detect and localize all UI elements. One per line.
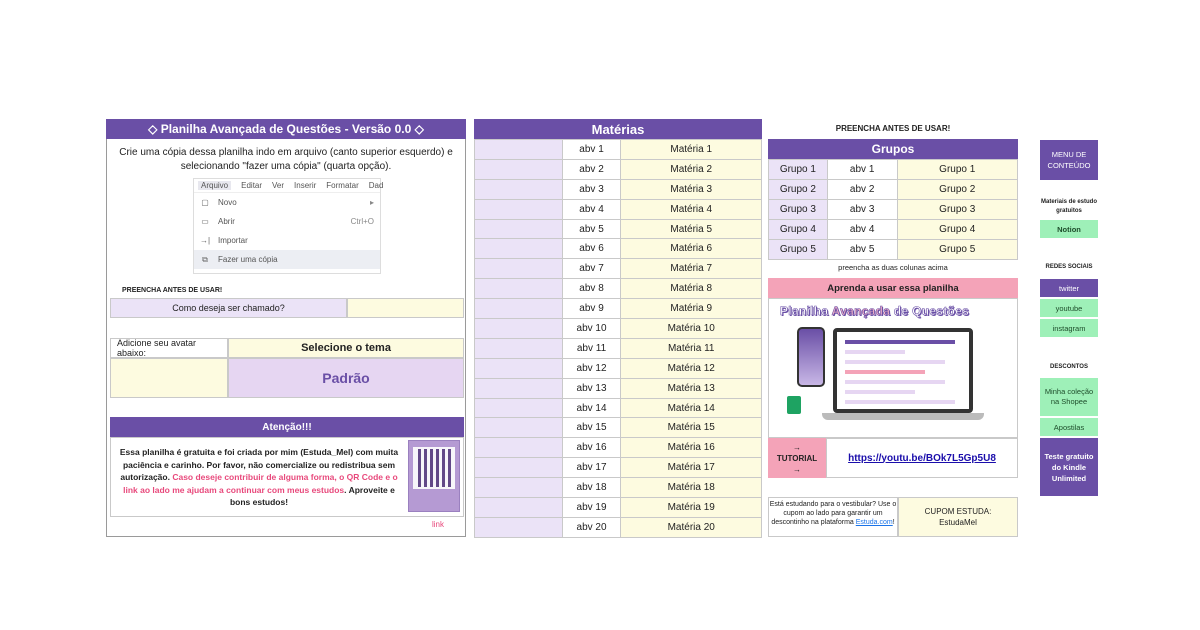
materia-color-cell[interactable] <box>475 279 563 299</box>
new-file-icon: ▢ <box>201 198 209 207</box>
materia-abv-cell[interactable]: abv 12 <box>562 358 621 378</box>
avatar-input[interactable] <box>110 358 228 398</box>
materia-name-cell[interactable]: Matéria 1 <box>621 140 762 160</box>
materia-row <box>475 438 762 458</box>
materia-row <box>475 179 762 199</box>
materia-color-cell[interactable] <box>475 319 563 339</box>
materia-color-cell[interactable] <box>475 517 563 537</box>
grupo-name-cell[interactable]: Grupo 4 <box>897 220 1018 240</box>
materia-row <box>475 358 762 378</box>
theme-select[interactable]: Padrão <box>228 358 464 398</box>
grupo-name-cell[interactable]: Grupo 2 <box>897 180 1018 200</box>
menu-item-abrir: ▭ Abrir Ctrl+O <box>201 217 374 226</box>
materia-abv-cell[interactable]: abv 10 <box>562 319 621 339</box>
grupo-label-cell: Grupo 3 <box>769 200 828 220</box>
materia-name-cell[interactable]: Matéria 18 <box>621 478 762 498</box>
donation-link[interactable]: link <box>432 520 445 529</box>
materia-color-cell[interactable] <box>475 378 563 398</box>
qr-code-icon <box>413 447 455 489</box>
menu-bar <box>194 179 384 193</box>
materia-abv-cell[interactable]: abv 1 <box>562 140 621 160</box>
grupo-abv-cell[interactable]: abv 5 <box>827 240 897 260</box>
materia-name-cell[interactable]: Matéria 13 <box>621 378 762 398</box>
import-icon: →| <box>200 236 211 245</box>
shopee-button[interactable]: Minha coleção na Shopee <box>1040 378 1098 416</box>
materia-name-cell[interactable]: Matéria 8 <box>621 279 762 299</box>
copy-icon: ⧉ <box>202 254 208 264</box>
materia-abv-cell[interactable]: abv 3 <box>562 179 621 199</box>
materia-color-cell[interactable] <box>475 199 563 219</box>
google-sheets-icon <box>787 396 801 414</box>
tutorial-link[interactable]: https://youtu.be/BOk7L5Gp5U8 <box>826 438 1018 478</box>
materia-name-cell[interactable]: Matéria 3 <box>621 179 762 199</box>
materia-color-cell[interactable] <box>475 299 563 319</box>
materia-name-cell[interactable]: Matéria 17 <box>621 458 762 478</box>
materia-color-cell[interactable] <box>475 438 563 458</box>
materia-color-cell[interactable] <box>475 478 563 498</box>
materia-row <box>475 199 762 219</box>
menu-formatar: Formatar <box>326 181 359 190</box>
grupos-fill-note: PREENCHA ANTES DE USAR! <box>835 124 951 133</box>
grupo-row <box>769 220 1018 240</box>
materia-row <box>475 398 762 418</box>
qr-code-image <box>408 440 460 512</box>
materia-row <box>475 299 762 319</box>
materia-name-cell[interactable]: Matéria 19 <box>621 498 762 518</box>
materia-color-cell[interactable] <box>475 259 563 279</box>
arrow-right-icon: → <box>793 464 801 474</box>
menu-arquivo: Arquivo <box>198 181 231 190</box>
menu-item-importar: →| Importar <box>200 236 248 245</box>
materia-row <box>475 418 762 438</box>
laptop-base <box>822 413 984 420</box>
attention-text: Essa planilha é gratuita e foi criada por mim (Estuda_Mel) com muita paciência e carinho. Por favor, não comercialize ou redistribua sem autorização. Caso deseje contribuir de alguma forma, o QR Code e o link ao lado me ajudam a continuar com meus estudos. Aproveite e bons estudos! <box>119 447 399 507</box>
grupo-name-cell[interactable]: Grupo 1 <box>897 160 1018 180</box>
materia-name-cell[interactable]: Matéria 10 <box>621 319 762 339</box>
name-input[interactable] <box>347 298 464 318</box>
grupo-abv-cell[interactable]: abv 1 <box>827 160 897 180</box>
estuda-link[interactable]: Estuda.com <box>855 519 893 526</box>
materia-abv-cell[interactable]: abv 9 <box>562 299 621 319</box>
name-label: Como deseja ser chamado? <box>110 298 347 318</box>
materia-color-cell[interactable] <box>475 179 563 199</box>
kindle-button[interactable]: Teste gratuito do Kindle Unlimited <box>1040 438 1098 496</box>
materia-name-cell[interactable]: Matéria 6 <box>621 239 762 259</box>
grupo-name-cell[interactable]: Grupo 3 <box>897 200 1018 220</box>
menu-dados: Dad <box>368 181 384 190</box>
materia-color-cell[interactable] <box>475 140 563 160</box>
instagram-button[interactable]: instagram <box>1040 319 1098 337</box>
materia-name-cell[interactable]: Matéria 7 <box>621 259 762 279</box>
apostilas-button[interactable]: Apostilas <box>1040 418 1098 436</box>
materia-name-cell[interactable]: Matéria 16 <box>621 438 762 458</box>
attention-title: Atenção!!! <box>110 417 464 437</box>
materia-abv-cell[interactable]: abv 11 <box>562 338 621 358</box>
materia-name-cell[interactable]: Matéria 2 <box>621 159 762 179</box>
materia-row <box>475 319 762 339</box>
youtube-button[interactable]: youtube <box>1040 299 1098 317</box>
grupo-abv-cell[interactable]: abv 2 <box>827 180 897 200</box>
materia-color-cell[interactable] <box>475 159 563 179</box>
grupo-row <box>769 180 1018 200</box>
materia-abv-cell[interactable]: abv 13 <box>562 378 621 398</box>
materia-color-cell[interactable] <box>475 398 563 418</box>
menu-editar: Editar <box>241 181 263 190</box>
discounts-label: DESCONTOS <box>1050 364 1088 370</box>
grupo-label-cell: Grupo 2 <box>769 180 828 200</box>
grupo-abv-cell[interactable]: abv 3 <box>827 200 897 220</box>
tutorial-label: → TUTORIAL → <box>768 438 826 478</box>
avatar-label: Adicione seu avatar abaixo: <box>110 338 228 358</box>
phone-mockup-icon <box>797 327 825 387</box>
materia-abv-cell[interactable]: abv 7 <box>562 259 621 279</box>
materia-abv-cell[interactable]: abv 5 <box>562 219 621 239</box>
materia-name-cell[interactable]: Matéria 15 <box>621 418 762 438</box>
grupo-abv-cell[interactable]: abv 4 <box>827 220 897 240</box>
materia-name-cell[interactable]: Matéria 9 <box>621 299 762 319</box>
materia-abv-cell[interactable]: abv 15 <box>562 418 621 438</box>
grupos-table <box>768 159 1018 260</box>
materia-row <box>475 239 762 259</box>
materia-name-cell[interactable]: Matéria 4 <box>621 199 762 219</box>
materia-abv-cell[interactable]: abv 19 <box>562 498 621 518</box>
materia-abv-cell[interactable]: abv 6 <box>562 239 621 259</box>
materia-row <box>475 159 762 179</box>
fill-before-note: PREENCHA ANTES DE USAR! <box>122 287 223 294</box>
materias-table <box>474 139 762 538</box>
menu-item-novo: ▢ Novo ▸ <box>201 198 374 207</box>
materia-abv-cell[interactable]: abv 4 <box>562 199 621 219</box>
materia-abv-cell[interactable]: abv 8 <box>562 279 621 299</box>
social-label: REDES SOCIAIS <box>1045 264 1093 270</box>
sheet-title: ◇ Planilha Avançada de Questões - Versão 0.0 ◇ <box>106 119 466 139</box>
materia-row <box>475 478 762 498</box>
materia-row <box>475 140 762 160</box>
tutorial-banner: Planilha Avançada de Questões <box>780 304 970 318</box>
grupos-title: Grupos <box>768 139 1018 159</box>
materia-abv-cell[interactable]: abv 2 <box>562 159 621 179</box>
materia-row <box>475 378 762 398</box>
materias-title: Matérias <box>474 119 762 139</box>
menu-ver: Ver <box>272 181 285 190</box>
menu-inserir: Inserir <box>294 181 317 190</box>
grupo-row <box>769 200 1018 220</box>
coupon-code: CUPOM ESTUDA: EstudaMel <box>898 497 1018 537</box>
arrow-right-icon: → <box>793 442 801 452</box>
materia-row <box>475 338 762 358</box>
copy-instruction: Crie uma cópia dessa planilha indo em arquivo (canto superior esquerdo) e selecionando "fazer uma cópia" (quarta opção). <box>119 147 453 172</box>
materia-abv-cell[interactable]: abv 17 <box>562 458 621 478</box>
materia-row <box>475 219 762 239</box>
materia-row <box>475 279 762 299</box>
grupo-row <box>769 160 1018 180</box>
menu-item-fazer-copia: ⧉ Fazer uma cópia <box>194 250 380 269</box>
file-menu-screenshot <box>193 178 384 274</box>
materia-row <box>475 259 762 279</box>
materia-color-cell[interactable] <box>475 458 563 478</box>
grupos-note: preencha as duas colunas acima <box>838 263 948 272</box>
materia-abv-cell[interactable]: abv 16 <box>562 438 621 458</box>
twitter-button[interactable]: twitter <box>1040 279 1098 297</box>
menu-conteudo-button[interactable]: MENU DE CONTEÚDO <box>1040 140 1098 180</box>
notion-button[interactable]: Notion <box>1040 220 1098 238</box>
materia-color-cell[interactable] <box>475 219 563 239</box>
materials-label: Materiais de estudo gratuitos <box>1040 199 1097 214</box>
materia-color-cell[interactable] <box>475 418 563 438</box>
materia-name-cell[interactable]: Matéria 20 <box>621 517 762 537</box>
materia-color-cell[interactable] <box>475 239 563 259</box>
materia-abv-cell[interactable]: abv 14 <box>562 398 621 418</box>
materia-row <box>475 458 762 478</box>
grupo-label-cell: Grupo 1 <box>769 160 828 180</box>
materia-abv-cell[interactable]: abv 20 <box>562 517 621 537</box>
materia-name-cell[interactable]: Matéria 14 <box>621 398 762 418</box>
materia-name-cell[interactable]: Matéria 12 <box>621 358 762 378</box>
grupo-label-cell: Grupo 5 <box>769 240 828 260</box>
laptop-mockup-icon <box>833 328 973 413</box>
materia-abv-cell[interactable]: abv 18 <box>562 478 621 498</box>
materia-color-cell[interactable] <box>475 358 563 378</box>
folder-icon: ▭ <box>201 217 209 226</box>
grupo-row <box>769 240 1018 260</box>
coupon-description: Está estudando para o vestibular? Use o cupom ao lado para garantir um descontinho na plataforma Estuda.com! <box>768 497 898 537</box>
materia-color-cell[interactable] <box>475 338 563 358</box>
grupo-name-cell[interactable]: Grupo 5 <box>897 240 1018 260</box>
materia-name-cell[interactable]: Matéria 11 <box>621 338 762 358</box>
materia-row <box>475 498 762 518</box>
materia-name-cell[interactable]: Matéria 5 <box>621 219 762 239</box>
grupo-label-cell: Grupo 4 <box>769 220 828 240</box>
materia-row <box>475 517 762 537</box>
learn-title: Aprenda a usar essa planilha <box>768 278 1018 298</box>
theme-label: Selecione o tema <box>228 338 464 358</box>
materia-color-cell[interactable] <box>475 498 563 518</box>
